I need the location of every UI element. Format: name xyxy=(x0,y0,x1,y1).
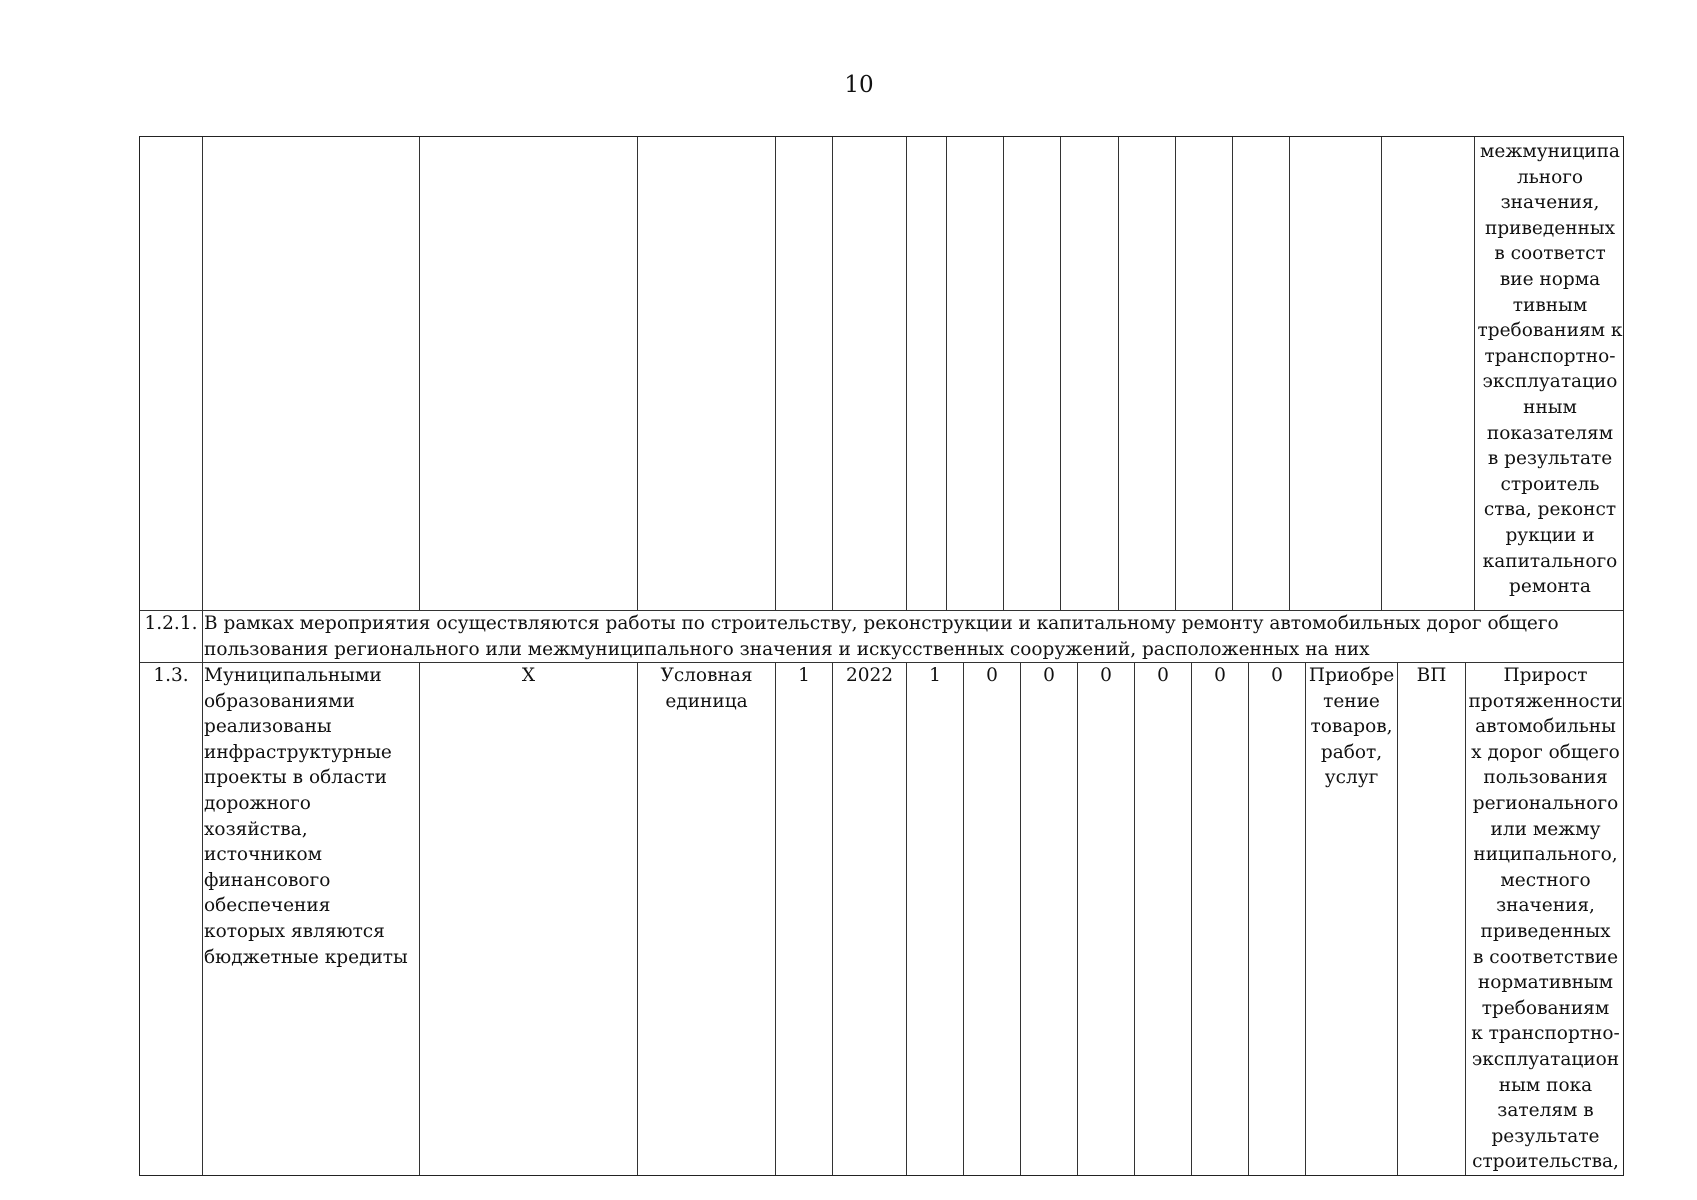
column-divider xyxy=(906,662,907,1176)
row-1-3-name: Муниципальными образованиями реализованы инфраструктурные проекты в области дорожного хозяйства, источником финансового обеспечения которых являются бюджетные кредиты xyxy=(204,665,408,968)
indicators-table xyxy=(139,136,1624,1176)
row-1-3-value-3: 0 xyxy=(1043,665,1055,686)
column-divider xyxy=(637,662,638,1176)
column-divider xyxy=(202,137,203,1176)
page-number: 10 xyxy=(844,72,874,98)
column-divider xyxy=(1134,662,1135,1176)
column-divider xyxy=(637,137,638,610)
column-divider xyxy=(1191,662,1192,1176)
column-divider xyxy=(1232,137,1233,610)
row-1-3-value-6: 0 xyxy=(1214,665,1226,686)
column-divider xyxy=(832,662,833,1176)
column-divider xyxy=(419,662,420,1176)
row-1-2-1-number: 1.2.1. xyxy=(144,613,198,634)
row-1-3-number: 1.3. xyxy=(153,665,189,686)
column-divider xyxy=(1060,137,1061,610)
row-1-3-type: Приобре тение товаров, работ, услуг xyxy=(1308,665,1395,789)
column-divider xyxy=(1003,137,1004,610)
column-divider xyxy=(1175,137,1176,610)
column-divider xyxy=(1077,662,1078,1176)
row-1-3-value-7: 0 xyxy=(1271,665,1283,686)
column-divider xyxy=(906,137,907,610)
row-1-3-unit: Условная единица xyxy=(660,665,753,712)
row-1-3-value-4: 0 xyxy=(1100,665,1112,686)
column-divider xyxy=(775,662,776,1176)
column-divider xyxy=(419,137,420,610)
column-divider xyxy=(1381,137,1382,610)
column-divider xyxy=(1397,662,1398,1176)
row-1-2-1-text: В рамках мероприятия осуществляются работы по строительству, реконструкции и капитальному ремонту автомобильных дорог общего пользования регионального или межмуниципального значения и искусственных сооружений, расположенных на них xyxy=(204,613,1559,660)
row-1-3-description: Прирост протяженности автомобильны х дорог общего пользования регионального или межму ниципального, местного значения, приведенных в соответствие нормативным требованиям к транспортно- эксплуатацион ным пока зателям в результате строительства, xyxy=(1468,665,1623,1173)
row-1-3-value-1: 1 xyxy=(929,665,941,686)
column-divider xyxy=(946,137,947,610)
column-divider xyxy=(1248,662,1249,1176)
column-divider xyxy=(775,137,776,610)
row-1-3-col3: X xyxy=(521,665,536,686)
column-divider xyxy=(963,662,964,1176)
column-divider xyxy=(1118,137,1119,610)
row-1-3-value-5: 0 xyxy=(1157,665,1169,686)
row-1-3-code: ВП xyxy=(1416,665,1447,686)
row-1-3-value-2: 0 xyxy=(986,665,998,686)
column-divider xyxy=(1289,137,1290,610)
column-divider xyxy=(832,137,833,610)
row-1-3-base-year: 2022 xyxy=(845,665,894,686)
row-1-3-base-value: 1 xyxy=(798,665,810,686)
column-divider xyxy=(1020,662,1021,1176)
continued-row-last-cell: межмуниципа льного значения, приведенных в соответст вие норма тивным требованиям к транспортно- эксплуатацио нным показателям в результате строитель ства, реконст рукции и капитального ремонта xyxy=(1477,141,1623,598)
